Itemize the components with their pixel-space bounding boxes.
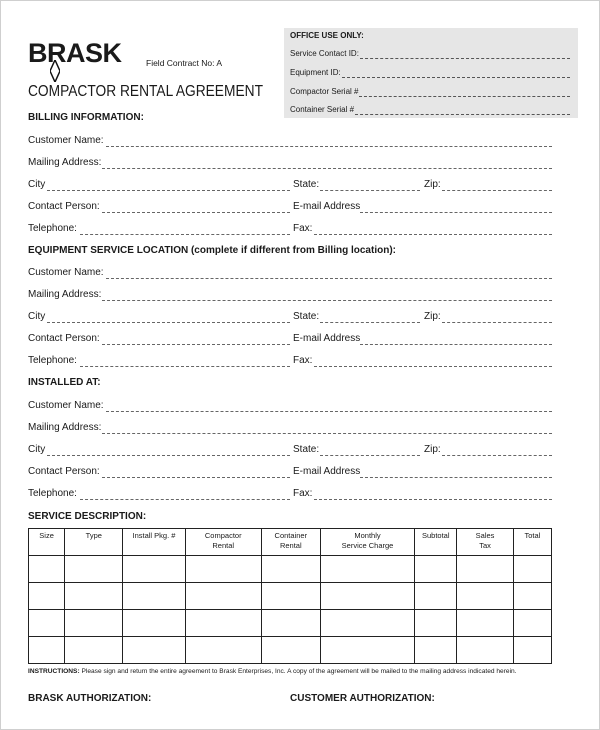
service-contact-id-field[interactable] <box>290 49 570 59</box>
column-header: Type <box>65 529 123 556</box>
service-description-heading: SERVICE DESCRIPTION: <box>28 511 147 522</box>
table-cell[interactable] <box>65 556 123 583</box>
service-location-telephone-input[interactable] <box>80 366 290 367</box>
service-table <box>28 528 552 664</box>
table-cell[interactable] <box>513 583 551 610</box>
service-location-heading: EQUIPMENT SERVICE LOCATION (complete if different from Billing location): <box>28 245 396 256</box>
table-cell[interactable] <box>123 637 185 664</box>
column-header: Compactor Rental <box>185 529 261 556</box>
table-cell[interactable] <box>185 583 261 610</box>
customer-name-label: Customer Name: <box>28 267 104 278</box>
state-label: State: <box>293 311 320 322</box>
service-location-state-input[interactable] <box>320 322 420 323</box>
contact-person-label: Contact Person: <box>28 466 100 477</box>
table-cell[interactable] <box>320 556 415 583</box>
compactor-serial-field[interactable] <box>290 87 570 97</box>
instructions-label: INSTRUCTIONS: <box>28 668 80 675</box>
billing-city-input[interactable] <box>47 190 290 191</box>
installed-at-fax-input[interactable] <box>314 499 552 500</box>
fax-label: Fax: <box>293 223 313 234</box>
billing-customer-name-input[interactable] <box>106 146 552 147</box>
table-cell[interactable] <box>261 610 320 637</box>
zip-label: Zip: <box>424 311 441 322</box>
installed-at-customer-name-input[interactable] <box>106 411 552 412</box>
table-cell[interactable] <box>415 637 457 664</box>
table-cell[interactable] <box>185 610 261 637</box>
table-cell[interactable] <box>457 610 514 637</box>
billing-fax-input[interactable] <box>314 234 552 235</box>
table-cell[interactable] <box>261 583 320 610</box>
table-cell[interactable] <box>415 583 457 610</box>
container-serial-field[interactable] <box>290 105 570 115</box>
installed-at-zip-input[interactable] <box>442 455 552 456</box>
city-label: City <box>28 311 46 322</box>
table-cell[interactable] <box>415 556 457 583</box>
telephone-label: Telephone: <box>28 488 77 499</box>
table-cell[interactable] <box>65 583 123 610</box>
column-header: Container Rental <box>261 529 320 556</box>
city-label: City <box>28 444 46 455</box>
state-label: State: <box>293 444 320 455</box>
billing-email-input[interactable] <box>360 212 552 213</box>
table-cell[interactable] <box>123 610 185 637</box>
installed-at-state-input[interactable] <box>320 455 420 456</box>
office-use-title: OFFICE USE ONLY: <box>290 31 364 40</box>
table-row <box>29 610 552 637</box>
table-cell[interactable] <box>513 556 551 583</box>
contact-person-label: Contact Person: <box>28 333 100 344</box>
installed-at-city-input[interactable] <box>47 455 290 456</box>
table-cell[interactable] <box>320 583 415 610</box>
field-label: Equipment ID: <box>290 68 341 77</box>
billing-telephone-input[interactable] <box>80 234 290 235</box>
billing-contact-person-input[interactable] <box>102 212 290 213</box>
column-header: Subtotal <box>415 529 457 556</box>
logo-diamond-icon <box>50 60 60 82</box>
fax-label: Fax: <box>293 488 313 499</box>
field-contract-number: Field Contract No: A <box>146 58 223 68</box>
service-location-customer-name-input[interactable] <box>106 278 552 279</box>
service-location-city-input[interactable] <box>47 322 290 323</box>
mailing-address-label: Mailing Address: <box>28 289 102 300</box>
column-header: Install Pkg. # <box>123 529 185 556</box>
zip-label: Zip: <box>424 444 441 455</box>
column-header: Sales Tax <box>457 529 514 556</box>
table-cell[interactable] <box>513 637 551 664</box>
customer-authorization: CUSTOMER AUTHORIZATION: <box>290 693 435 704</box>
customer-name-label: Customer Name: <box>28 400 104 411</box>
table-row <box>29 583 552 610</box>
field-label: Container Serial # <box>290 105 355 114</box>
table-cell[interactable] <box>185 556 261 583</box>
brask-authorization: BRASK AUTHORIZATION: <box>28 693 152 704</box>
table-cell[interactable] <box>457 637 514 664</box>
instructions <box>28 668 517 675</box>
installed-at-contact-person-input[interactable] <box>102 477 290 478</box>
billing-zip-input[interactable] <box>442 190 552 191</box>
brask-logo: BRASK <box>28 38 122 68</box>
table-cell[interactable] <box>513 610 551 637</box>
table-cell[interactable] <box>29 610 65 637</box>
telephone-label: Telephone: <box>28 223 77 234</box>
billing-state-input[interactable] <box>320 190 420 191</box>
table-cell[interactable] <box>65 610 123 637</box>
installed-at-email-input[interactable] <box>360 477 552 478</box>
table-cell[interactable] <box>457 583 514 610</box>
service-location-fax-input[interactable] <box>314 366 552 367</box>
fax-label: Fax: <box>293 355 313 366</box>
customer-name-label: Customer Name: <box>28 135 104 146</box>
installed-at-telephone-input[interactable] <box>80 499 290 500</box>
mailing-address-label: Mailing Address: <box>28 422 102 433</box>
service-location-email-input[interactable] <box>360 344 552 345</box>
table-cell[interactable] <box>185 637 261 664</box>
service-location-contact-person-input[interactable] <box>102 344 290 345</box>
email-label: E-mail Address <box>293 201 361 212</box>
email-label: E-mail Address <box>293 333 361 344</box>
table-cell[interactable] <box>123 556 185 583</box>
email-label: E-mail Address <box>293 466 361 477</box>
service-location-mailing-address-input[interactable] <box>102 300 552 301</box>
column-header: Total <box>513 529 551 556</box>
column-header: Size <box>29 529 65 556</box>
column-header: Monthly Service Charge <box>320 529 415 556</box>
table-cell[interactable] <box>65 637 123 664</box>
table-cell[interactable] <box>261 637 320 664</box>
state-label: State: <box>293 179 320 190</box>
table-row <box>29 556 552 583</box>
office-use-box <box>284 28 578 118</box>
field-label: Compactor Serial # <box>290 87 359 96</box>
table-cell[interactable] <box>320 610 415 637</box>
service-location-zip-input[interactable] <box>442 322 552 323</box>
zip-label: Zip: <box>424 179 441 190</box>
table-cell[interactable] <box>261 556 320 583</box>
billing-heading: BILLING INFORMATION: <box>28 112 144 123</box>
installed-at-mailing-address-input[interactable] <box>102 433 552 434</box>
mailing-address-label: Mailing Address: <box>28 157 102 168</box>
table-cell[interactable] <box>123 583 185 610</box>
equipment-id-field[interactable] <box>290 68 570 78</box>
telephone-label: Telephone: <box>28 355 77 366</box>
city-label: City <box>28 179 46 190</box>
page-title: COMPACTOR RENTAL AGREEMENT <box>28 83 263 100</box>
table-row <box>29 637 552 664</box>
table-cell[interactable] <box>29 637 65 664</box>
contact-person-label: Contact Person: <box>28 201 100 212</box>
table-cell[interactable] <box>415 610 457 637</box>
instructions-text: Please sign and return the entire agreement to Brask Enterprises, Inc. A copy of the agreement will be mailed to the mailing address indicated herein. <box>79 668 517 675</box>
installed-at-heading: INSTALLED AT: <box>28 377 101 388</box>
table-cell[interactable] <box>29 583 65 610</box>
billing-mailing-address-input[interactable] <box>102 168 552 169</box>
table-cell[interactable] <box>457 556 514 583</box>
table-cell[interactable] <box>29 556 65 583</box>
table-cell[interactable] <box>320 637 415 664</box>
field-label: Service Contact ID: <box>290 49 359 58</box>
